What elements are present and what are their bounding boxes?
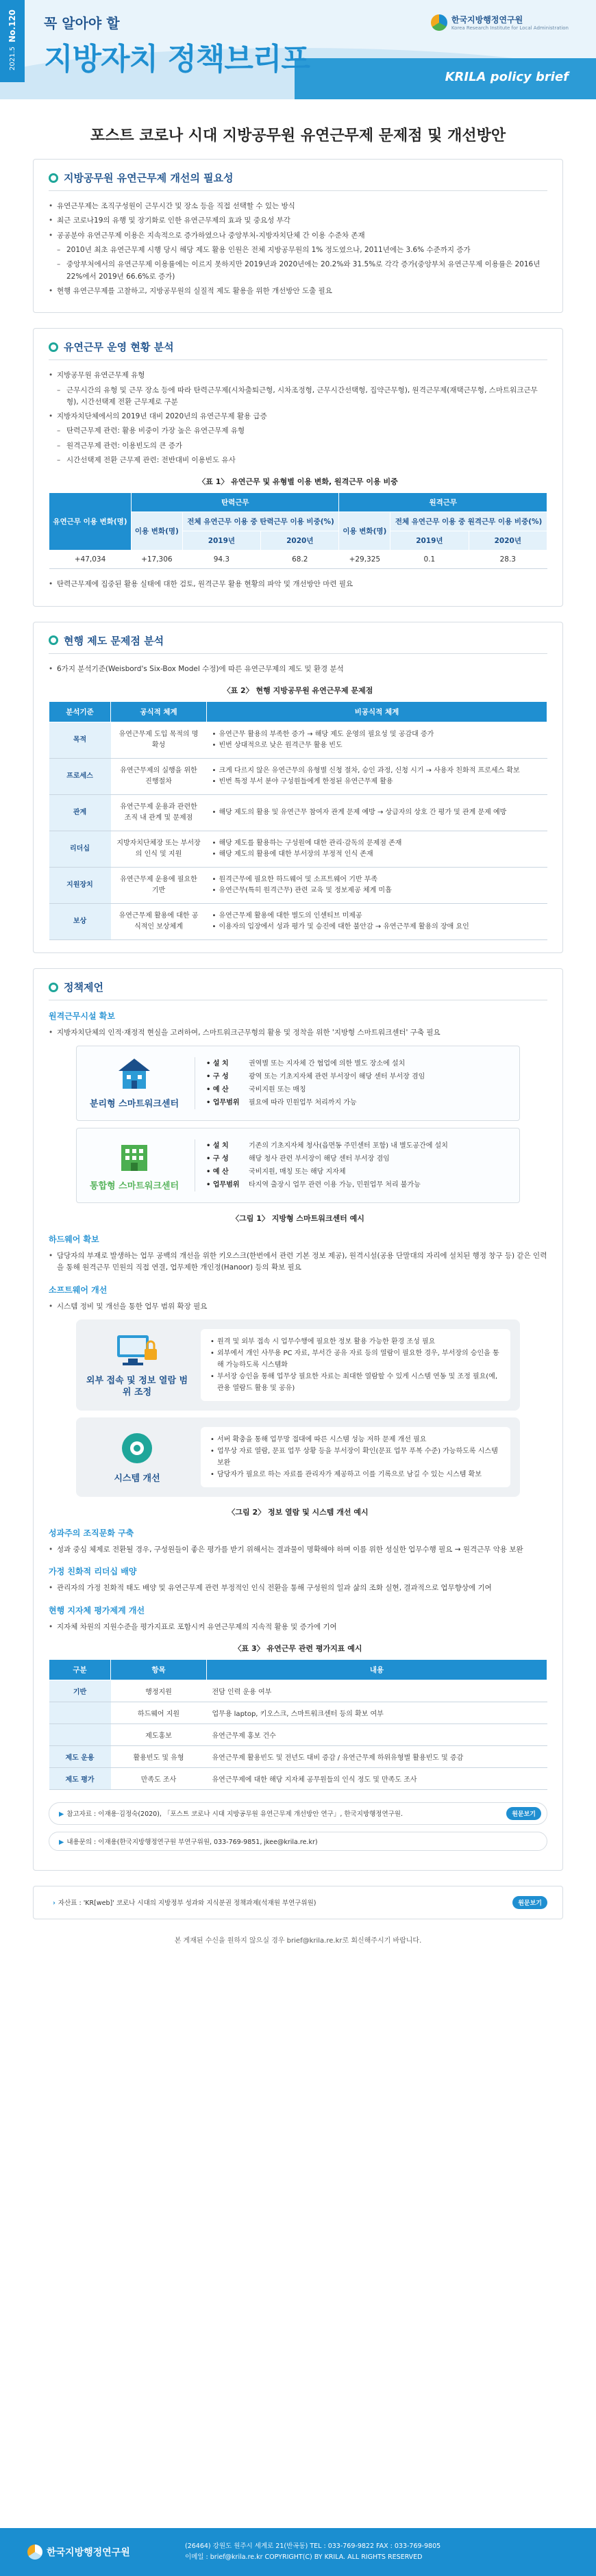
list-item: • 성과 중심 체제로 전환될 경우, 구성원들이 좋은 평가를 받기 위해서는 결과물이 명확해야 하며 이를 위한 성실한 업무수행 필요 → 원격근무 악용 보완 (49, 1544, 547, 1556)
formal-system-cell: 유연근무제의 실행을 위한 진행절차 (111, 759, 207, 795)
list-item: • 이용자의 입장에서 성과 평가 및 승진에 대한 불안감 → 유연근무제 활용의 장애 요인 (212, 922, 542, 933)
table-row (49, 759, 547, 795)
detail-value: 국비지원 또는 매칭 (249, 1086, 306, 1094)
detail-value: 권역별 또는 지자체 간 협업에 의한 별도 장소에 설치 (249, 1060, 406, 1068)
box-list (201, 1329, 510, 1401)
table-header: 원격근무 (339, 493, 547, 512)
table-header: 이용 변화(명) (339, 512, 390, 551)
brief-english-title: KRILA policy brief (445, 70, 569, 84)
table-cell: 업무용 laptop, 키오스크, 스마트워크센터 등의 확보 여부 (207, 1702, 547, 1723)
informal-system-cell (207, 759, 547, 795)
section-title: 정책제언 (64, 981, 103, 994)
table-row (49, 1702, 547, 1723)
table-header: 항목 (111, 1659, 207, 1680)
office-building-icon (116, 1138, 153, 1175)
list-item: – 근무시간의 유형 및 근무 장소 등에 따라 탄력근무제(시차출퇴근형, 시차조정형, 근무시간선택형, 집약근무형), 원격근무제(재택근무형, 스마트워크근무형), 시간선택제 전환 근무제로 구분 (49, 385, 547, 409)
table-cell: +17,306 (131, 551, 182, 569)
footer-logo-icon (27, 2545, 42, 2560)
section-recommendations (33, 968, 563, 1871)
subheading: 소프트웨어 개선 (49, 1285, 108, 1295)
org-name-en: Korea Research Institute for Local Administration (451, 25, 569, 31)
list-item: – 원격근무제 관련: 이용빈도의 큰 증가 (49, 440, 547, 452)
list-item: • 지자체 차원의 지원수준을 평가지표로 포함시켜 유연근무제의 지속적 활용 및 증가에 기여 (49, 1621, 547, 1633)
table-cell (49, 1702, 111, 1723)
table-cell: 28.3 (469, 551, 547, 569)
table-cell: 제도홍보 (111, 1723, 207, 1745)
detail-key: • 업무범위 (206, 1178, 249, 1191)
footer-org-name: 한국지방행정연구원 (47, 2547, 130, 2558)
table-cell: 제도 평가 (49, 1767, 111, 1789)
list-item: • 최근 코로나19의 유행 및 장기화로 인한 유연근무제의 효과 및 중요성 부각 (49, 215, 547, 227)
detail-key: • 설 치 (206, 1139, 249, 1152)
detail-key: • 설 치 (206, 1057, 249, 1070)
table-cell: 제도 운용 (49, 1745, 111, 1767)
detail-value: 기존의 기초지자체 청사(읍면동 주민센터 포함) 내 별도공간에 설치 (249, 1142, 448, 1150)
table-caption: 〈표 2〉 현행 지방공무원 유연근무제 문제점 (223, 686, 373, 695)
table-header: 2019년 (182, 531, 260, 551)
section-bullet-icon (49, 983, 58, 992)
list-item: • 담당자가 필요로 하는 자료를 관리자가 제공하고 이를 기록으로 남길 수 있는 시스템 확보 (210, 1469, 501, 1480)
list-item: • 서버 확충을 통해 업무망 접대에 따른 시스템 성능 저하 문제 개선 필요 (210, 1434, 501, 1445)
computer-lock-icon (113, 1331, 161, 1369)
table-header: 전체 유연근무 이용 중 원격근무 이용 비중(%) (390, 512, 547, 531)
issue-badge (0, 0, 25, 82)
table-header: 유연근무 이용 변화(명) (49, 493, 132, 551)
arrow-icon: ▶ (59, 1810, 64, 1819)
table-cell: 활용빈도 및 유형 (111, 1745, 207, 1767)
informal-system-cell (207, 722, 547, 759)
related-bar (33, 1886, 563, 1919)
section-bullet-icon (49, 635, 58, 645)
subheading: 하드웨어 확보 (49, 1235, 99, 1245)
access-adjust-box (76, 1319, 520, 1411)
list-item: • 해당 제도를 활용하는 구성원에 대한 관리·감독의 문제점 존재 (212, 838, 542, 849)
reference-bar (49, 1802, 547, 1825)
table-header: 공식적 체계 (111, 702, 207, 722)
informal-system-cell (207, 795, 547, 831)
necessity-list (49, 201, 547, 297)
org-logo-icon (431, 14, 447, 31)
formal-system-cell: 지방자치단체장 또는 부서장의 인식 및 지원 (111, 831, 207, 868)
list-item: • 유연근무제 활용에 대한 별도의 인센티브 미제공 (212, 911, 542, 922)
table-header: 비공식적 체계 (207, 702, 547, 722)
formal-system-cell: 유연근무제 도입 목적의 명확성 (111, 722, 207, 759)
footer-copyright: 이메일 : brief@krila.re.kr COPYRIGHT(C) BY KRILA. ALL RIGHTS RESERVED (185, 2553, 423, 2561)
list-item: – 중앙부처에서의 유연근무제 이용률에는 이르지 못하지만 2019년과 2020년에는 20.2%와 31.5%로 각각 증가(중앙부처 유연근무제 이용률은 2016년 22%에서 2019년 66.6%로 증가) (49, 259, 547, 283)
list-item: • 외부에서 개인 사무용 PC 자료, 부서간 공유 자료 등의 열람이 필요한 경우, 부서장의 승인을 통해 가능하도록 시스템화 (210, 1348, 501, 1371)
section-status (33, 328, 563, 607)
detail-key: • 예 산 (206, 1083, 249, 1096)
list-item: • 빈번 특정 부서 분야 구성원들에게 한정된 유연근무제 활용 (212, 776, 542, 787)
footer (0, 2528, 596, 2576)
criterion-cell: 리더십 (49, 831, 111, 868)
list-item: • 업무상 자료 열람, 문표 업무 상황 등을 부서장이 확인(문표 업무 푸복 수준) 가능하도록 시스템 보완 (210, 1445, 501, 1469)
problems-table (49, 701, 547, 940)
list-item: • 원격근무에 필요한 하드웨어 및 소프트웨어 기반 부족 (212, 874, 542, 885)
box-list (201, 1427, 510, 1487)
table-row (49, 551, 547, 569)
building-icon (116, 1056, 153, 1093)
list-item: • 공공분야 유연근무제 이용은 지속적으로 증가하였으나 중앙부처-지방자치단체 간 이용 수준차 존재 (49, 230, 547, 242)
contact-bar (49, 1832, 547, 1851)
list-item: • 원격 및 외부 접속 시 업무수행에 필요한 정보 활용 가능한 환경 조성 필요 (210, 1336, 501, 1348)
box-label: 시스템 개선 (114, 1474, 160, 1485)
list-item: • 6가지 분석기준(Weisbord's Six-Box Model 수정)에 따른 유연근무제의 제도 및 환경 분석 (49, 664, 547, 675)
header-kicker: 꼭 알아야 할 (44, 15, 120, 31)
formal-system-cell: 유연근무제 운용과 관련한 조직 내 관계 및 문제점 (111, 795, 207, 831)
list-item: • 시스템 정비 및 개선을 통한 업무 범위 확장 필요 (49, 1301, 547, 1313)
table-row (49, 1745, 547, 1767)
section-title: 유연근무 운영 현황 분석 (64, 341, 174, 354)
main-title: 포스트 코로나 시대 지방공무원 유연근무제 문제점 및 개선방안 (90, 127, 506, 144)
list-item: • 유연근무제는 조직구성원이 근무시간 및 장소 등을 직접 선택할 수 있는 방식 (49, 201, 547, 212)
center-label: 통합형 스마트워크센터 (89, 1181, 179, 1192)
list-item: • 해당 제도의 활용 및 유연근무 참여자 관계 문제 예방 → 상급자의 상호 간 평가 및 관계 문제 예방 (212, 807, 542, 818)
center-details (195, 1139, 510, 1191)
list-item: – 시간선택제 전환 근무제 관련: 전반대비 이용빈도 유사 (49, 455, 547, 466)
related-text: 자산표 : 'KR[web]' 코로나 시대의 지방정부 성과와 지식분권 정책과제(석재원 부연구위원) (58, 1899, 316, 1908)
center-label: 분리형 스마트워크센터 (89, 1099, 179, 1110)
table-cell: 행정지원 (111, 1680, 207, 1702)
unsubscribe-notice: 본 게재된 수신을 원하지 않으실 경우 brief@krila.re.kr로 회신해주시기 바랍니다. (174, 1936, 422, 1945)
table-header: 전체 유연근무 이용 중 탄력근무 이용 비중(%) (182, 512, 339, 531)
informal-system-cell (207, 868, 547, 904)
figure-caption: 〈그림 2〉 정보 열람 및 시스템 개선 예시 (227, 1508, 369, 1517)
table-cell: +47,034 (49, 551, 132, 569)
table-cell: 94.3 (182, 551, 260, 569)
section-problems (33, 622, 563, 953)
separate-center-box (76, 1046, 520, 1121)
section-bullet-icon (49, 173, 58, 183)
list-item: • 지방자치단체의 인적·재정적 현실을 고려하여, 스마트워크근무형의 활용 및 정착을 위한 '지방형 스마트워크센터' 구축 필요 (49, 1027, 547, 1039)
view-original-button[interactable]: 원문보기 (512, 1896, 547, 1909)
section-title: 현행 제도 문제점 분석 (64, 634, 164, 647)
table-cell: 기반 (49, 1680, 111, 1702)
table-cell: 하드웨어 지원 (111, 1702, 207, 1723)
detail-value: 타지역 출장시 업무 관련 이용 가능, 민원업무 처리 불가능 (249, 1181, 421, 1189)
list-item: – 2010년 최초 유연근무제 시행 당시 해당 제도 활용 인원은 전체 지방공무원의 1% 정도였으나, 2011년에는 3.6% 수준까지 증가 (49, 244, 547, 256)
table-row (49, 722, 547, 759)
list-item: • 현행 유연근무제를 고찰하고, 지방공무원의 실질적 제도 활용을 위한 개선방안 도출 필요 (49, 286, 547, 297)
list-item: • 유연근무(특히 원격근무) 관련 교육 및 정보제공 체계 미흡 (212, 885, 542, 896)
table-header: 탄력근무 (131, 493, 339, 512)
org-logo (431, 14, 569, 31)
list-item: • 유연근무 활용의 부족한 증가 → 해당 제도 운영의 필요성 및 공감대 증가 (212, 729, 542, 740)
contact-text: 내용문의 : 이재용(한국지방행정연구원 부연구위원, 033-769-9851, jkee@krila.re.kr) (66, 1838, 318, 1846)
issue-date: 2021.5 (8, 46, 16, 71)
list-item: • 부서장 승인을 통해 업무상 필요한 자료는 최대한 열람할 수 있게 시스템 연동 및 조정 필요(예, 관용 열람드 활용 및 공유) (210, 1371, 501, 1394)
table-cell: 유연근무제 홍보 건수 (207, 1723, 547, 1745)
table-cell (49, 1723, 111, 1745)
subheading: 가정 친화적 리더십 배양 (49, 1567, 137, 1577)
table-header: 이용 변화(명) (131, 512, 182, 551)
table-cell: 유연근무제 활용빈도 및 전년도 대비 증감 / 유연근무제 하위유형별 활용빈도 및 증감 (207, 1745, 547, 1767)
center-details (195, 1057, 510, 1109)
informal-system-cell (207, 831, 547, 868)
detail-key: • 업무범위 (206, 1096, 249, 1109)
criterion-cell: 지원장치 (49, 868, 111, 904)
brief-title: 지방자치 정책브리프 (44, 42, 310, 77)
list-item: • 크게 다르지 않은 유연근무의 유형별 신청 절차, 승인 과정, 신청 시기 → 사용자 친화적 프로세스 확보 (212, 766, 542, 776)
detail-key: • 구 성 (206, 1070, 249, 1083)
table-caption: 〈표 1〉 유연근무 및 유형별 이용 변화, 원격근무 이용 비중 (198, 477, 398, 487)
footer-address: (26464) 강원도 원주시 세계로 21(반곡동) TEL : 033-769-9822 FAX : 033-769-9805 (185, 2542, 441, 2550)
detail-key: • 구 성 (206, 1152, 249, 1165)
arrow-icon: › (53, 1899, 55, 1908)
status-list (49, 370, 547, 466)
list-item: • 지방공무원 유연근무제 유형 (49, 370, 547, 381)
list-item: • 빈번 상대적으로 낮은 원격근무 활용 빈도 (212, 740, 542, 751)
section-title: 지방공무원 유연근무제 개선의 필요성 (64, 172, 234, 184)
section-necessity (33, 159, 563, 313)
table-header: 2020년 (469, 531, 547, 551)
arrow-icon: ▶ (59, 1838, 64, 1846)
list-item: • 관리자의 가정 친화적 태도 배양 및 유연근무제 관련 부정적인 인식 전환을 통해 구성원의 일과 삶의 조화 실현, 결과적으로 업무향상에 기여 (49, 1582, 547, 1594)
table-row (49, 1680, 547, 1702)
box-label: 외부 접속 및 정보 열람 범위 조정 (86, 1376, 188, 1398)
system-improve-box (76, 1417, 520, 1497)
table-cell: 68.2 (261, 551, 339, 569)
formal-system-cell: 유연근무제 활용에 대한 공식적인 보상체계 (111, 904, 207, 940)
view-original-button[interactable]: 원문보기 (506, 1807, 541, 1820)
usage-table (49, 492, 547, 569)
header-banner (0, 0, 596, 99)
table-cell: 전담 인력 운용 여부 (207, 1680, 547, 1702)
detail-key: • 예 산 (206, 1165, 249, 1178)
integrated-center-box (76, 1128, 520, 1203)
subheading: 원격근무시설 확보 (49, 1011, 115, 1021)
table-row (49, 904, 547, 940)
table-row (49, 1767, 547, 1789)
figure-caption: 〈그림 1〉 지방형 스마트워크센터 예시 (232, 1214, 364, 1224)
detail-value: 해당 청사 관련 부서장이 해당 센터 부서장 겸임 (249, 1155, 390, 1163)
table-row (49, 1723, 547, 1745)
table-header: 2019년 (390, 531, 469, 551)
gear-icon (116, 1429, 158, 1467)
reference-text: 참고자료 : 이재용·김정숙(2020), 「포스트 코로나 시대 지방공무원 유연근무제 개선방안 연구」, 한국지방행정연구원. (66, 1810, 403, 1819)
table-header: 분석기준 (49, 702, 111, 722)
section-bullet-icon (49, 342, 58, 352)
informal-system-cell (207, 904, 547, 940)
table-row (49, 831, 547, 868)
criterion-cell: 관계 (49, 795, 111, 831)
issue-number: No.120 (8, 10, 17, 42)
table-header: 내용 (207, 1659, 547, 1680)
criterion-cell: 보상 (49, 904, 111, 940)
table-caption: 〈표 3〉 유연근무 관련 평가지표 예시 (234, 1643, 362, 1653)
table-row (49, 795, 547, 831)
evaluation-table (49, 1659, 547, 1790)
detail-value: 국비지원, 매칭 또는 해당 지자체 (249, 1168, 346, 1176)
org-name-ko: 한국지방행정연구원 (451, 15, 523, 25)
table-header: 구분 (49, 1659, 111, 1680)
table-header: 2020년 (261, 531, 339, 551)
criterion-cell: 목적 (49, 722, 111, 759)
table-cell: 유연근무제에 대한 해당 지자체 공무원들의 인식 정도 및 만족도 조사 (207, 1767, 547, 1789)
list-item: • 담당자의 부재로 발생하는 업무 공백의 개선을 위한 키오스크(한번에서 관련 기본 정보 제공), 원격시설(공용 단말대의 자리에 설치된 행정 창구 등) 같은 인력을 통해 원격근무 민원의 직접 연결, 업무제한 개인정(Hanoor) 등의 확보 필요 (49, 1250, 547, 1274)
table-cell: 만족도 조사 (111, 1767, 207, 1789)
subheading: 현행 지자체 평가제계 개선 (49, 1605, 145, 1615)
detail-value: 필요에 따라 민원업무 처리까지 가능 (249, 1099, 357, 1107)
list-item: • 탄력근무제에 집중된 활용 실태에 대한 검토, 원격근무 활용 현황의 파악 및 개선방안 마련 필요 (49, 579, 547, 590)
detail-value: 광역 또는 기초지자체 관련 부서장이 해당 센터 부서장 겸임 (249, 1073, 425, 1081)
table-cell: 0.1 (390, 551, 469, 569)
criterion-cell: 프로세스 (49, 759, 111, 795)
subheading: 성과주의 조직문화 구축 (49, 1528, 134, 1539)
list-item: • 지방자치단체에서의 2019년 대비 2020년의 유연근무제 활용 급증 (49, 411, 547, 422)
table-row (49, 868, 547, 904)
formal-system-cell: 유연근무제 운용에 필요한 기반 (111, 868, 207, 904)
list-item: • 해당 제도의 활용에 대한 부서장의 부정적 인식 존재 (212, 849, 542, 860)
list-item: – 탄력근무제 관련: 활용 비중이 가장 높은 유연근무제 유형 (49, 425, 547, 437)
table-cell: +29,325 (339, 551, 390, 569)
